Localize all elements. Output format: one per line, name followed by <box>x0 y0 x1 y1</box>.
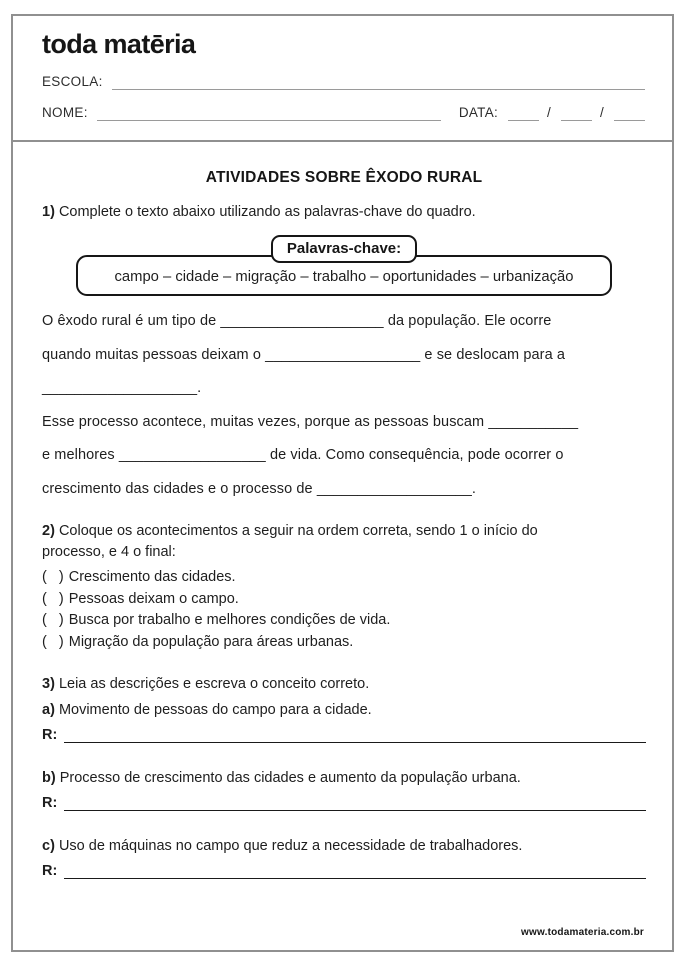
question-1-text: Complete o texto abaixo utilizando as palavras-chave do quadro. <box>58 204 476 220</box>
question-2 <box>42 521 646 653</box>
answer-row-c <box>42 863 646 879</box>
question-2-prompt-line-1 <box>42 521 646 542</box>
worksheet-page <box>11 14 674 952</box>
ordering-item-text: Crescimento das cidades. <box>68 569 236 585</box>
keywords-box: campo – cidade – migração – trabalho – oportunidades – urbanização <box>76 255 612 296</box>
date-label: DATA: <box>458 105 499 120</box>
date-month-line[interactable] <box>561 106 592 121</box>
question-3c <box>42 836 646 857</box>
keywords-label-row <box>42 235 646 263</box>
ordering-item <box>42 610 646 632</box>
ordering-item-text: Pessoas deixam o campo. <box>68 590 239 607</box>
question-2-number: 2) <box>42 523 55 539</box>
date-year-line[interactable] <box>614 106 645 121</box>
ordering-item <box>42 589 646 611</box>
order-answer-slot[interactable]: ( ) <box>42 569 64 585</box>
ordering-item-text: Busca por trabalho e melhores condições de vida. <box>68 612 391 628</box>
question-3-number: 3) <box>42 676 55 692</box>
website-url: www.todamateria.com.br <box>521 927 644 938</box>
question-3c-text: Uso de máquinas no campo que reduz a necessidade de trabalhadores. <box>58 838 523 854</box>
keywords-label-box: Palavras-chave: <box>271 235 417 263</box>
question-3a-text: Movimento de pessoas do campo para a cidade. <box>58 702 372 718</box>
question-3a-letter: a) <box>42 702 55 718</box>
question-2-text: Coloque os acontecimentos a seguir na ordem correta, sendo 1 o início do <box>58 523 538 539</box>
question-1-number: 1) <box>42 204 55 220</box>
order-answer-slot[interactable]: ( ) <box>42 633 64 650</box>
answer-input-line-c[interactable] <box>64 863 646 879</box>
question-3-text: Leia as descrições e escreva o conceito correto. <box>58 676 370 692</box>
order-answer-slot[interactable]: ( ) <box>42 590 64 607</box>
order-answer-slot[interactable]: ( ) <box>42 612 64 628</box>
question-3b <box>42 768 646 789</box>
keywords-section <box>42 235 646 296</box>
name-date-field-row <box>42 105 645 121</box>
ordering-item <box>42 632 646 654</box>
date-day-line[interactable] <box>508 106 539 121</box>
answer-input-line-b[interactable] <box>64 795 646 811</box>
answer-row-a <box>42 727 646 743</box>
fill-line: e melhores __________________ de vida. Como consequência, pode ocorrer o <box>42 447 564 463</box>
question-3c-letter: c) <box>42 838 55 854</box>
answer-label: R: <box>42 795 58 811</box>
fill-line: O êxodo rural é um tipo de ____________________ da população. Ele ocorre <box>42 313 552 329</box>
fill-line: crescimento das cidades e o processo de ___________________. <box>42 480 477 497</box>
ordering-item <box>42 567 646 589</box>
sheet-header <box>13 16 672 142</box>
question-1-prompt <box>42 202 646 223</box>
ordering-items <box>42 567 646 653</box>
question-2-prompt-line-2: processo, e 4 o final: <box>42 544 176 560</box>
fill-in-paragraph <box>42 305 646 506</box>
question-3-prompt <box>42 674 646 695</box>
question-3b-letter: b) <box>42 770 56 786</box>
fill-line: Esse processo acontece, muitas vezes, porque as pessoas buscam ___________ <box>42 413 579 430</box>
date-separator: / <box>547 105 552 120</box>
ordering-item-text: Migração da população para áreas urbanas. <box>68 633 354 650</box>
answer-label: R: <box>42 863 58 879</box>
worksheet-title: ATIVIDADES SOBRE ÊXODO RURAL <box>205 169 483 186</box>
fill-line: quando muitas pessoas deixam o ___________________ e se deslocam para a <box>42 346 566 363</box>
toda-materia-logo: toda matēria <box>42 29 196 59</box>
school-label: ESCOLA: <box>42 74 103 89</box>
fill-line: ___________________. <box>42 380 202 396</box>
name-input-line[interactable] <box>97 106 441 121</box>
school-input-line[interactable] <box>112 75 645 90</box>
answer-label: R: <box>42 727 58 743</box>
answer-row-b <box>42 795 646 811</box>
date-separator: / <box>600 105 605 120</box>
question-3a <box>42 700 646 721</box>
answer-input-line-a[interactable] <box>64 727 646 743</box>
name-label: NOME: <box>42 105 88 120</box>
question-3 <box>42 674 646 879</box>
question-3b-text: Processo de crescimento das cidades e aumento da população urbana. <box>59 770 521 786</box>
worksheet-content <box>13 169 672 879</box>
school-field-row <box>42 74 645 90</box>
